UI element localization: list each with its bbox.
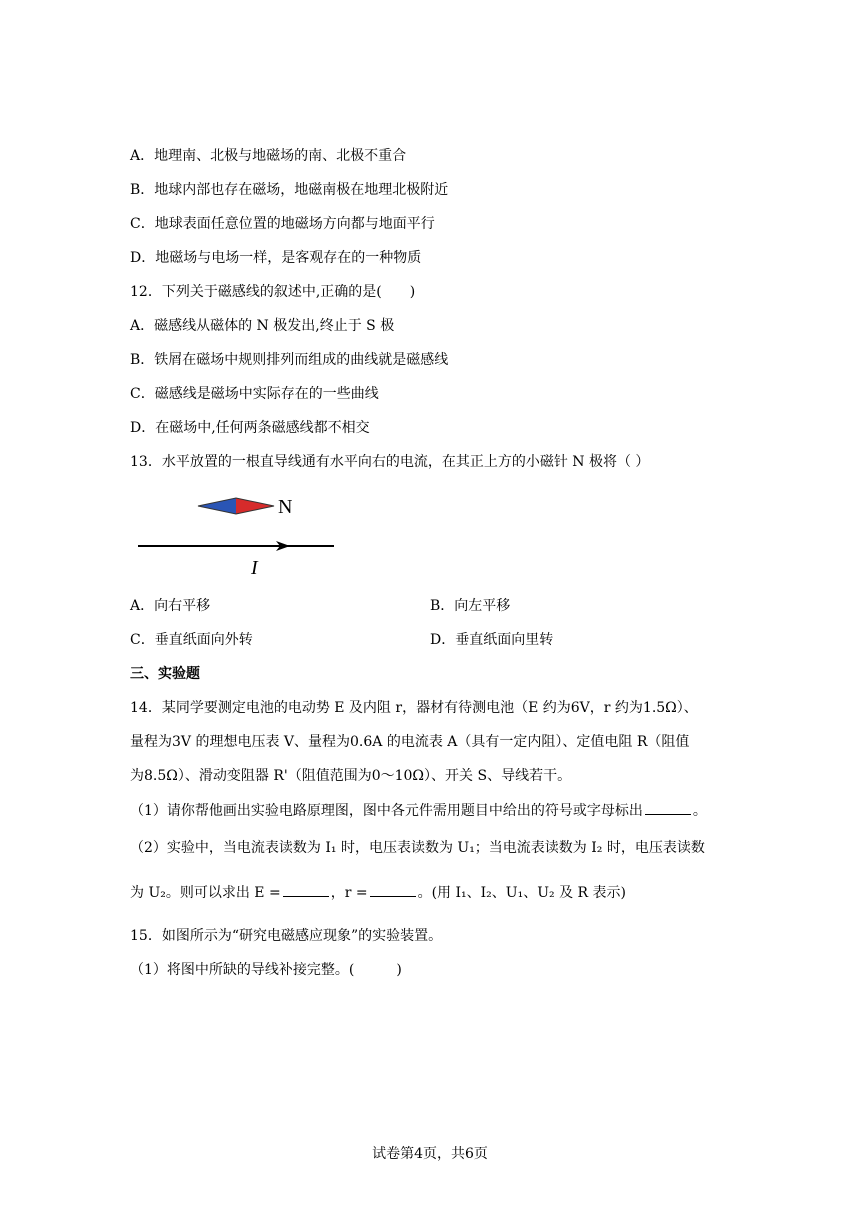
q14-sub2-c: 。(用 I₁、I₂、U₁、U₂ 及 R 表示)	[417, 885, 626, 901]
q12-option-d: D．在磁场中,任何两条磁感线都不相交	[130, 420, 370, 436]
q15-stem: 15．如图所示为“研究电磁感应现象”的实验装置。	[130, 928, 443, 944]
q13-option-c: C．垂直纸面向外转	[130, 632, 253, 648]
answer-blank-e[interactable]	[283, 882, 329, 897]
q11-option-b: B．地球内部也存在磁场，地磁南极在地理北极附近	[130, 182, 449, 198]
answer-blank-r[interactable]	[370, 882, 416, 897]
q11-option-a: A．地理南、北极与地磁场的南、北极不重合	[130, 148, 407, 164]
answer-blank-circuit[interactable]	[645, 800, 691, 815]
current-label: I	[251, 557, 258, 579]
q14-line-3: 为8.5Ω）、滑动变阻器 R'（阻值范围为0～10Ω）、开关 S、导线若干。	[130, 768, 572, 784]
q15-sub1: （1）将图中所缺的导线补接完整。( )	[130, 962, 402, 978]
q13-option-a: A．向右平移	[130, 598, 211, 614]
q14-line-2: 量程为3V 的理想电压表 V、量程为0.6A 的电流表 A（具有一定内阻）、定值电阻 R（阻值	[130, 734, 690, 750]
q14-sub2-a: 为 U₂。则可以求出 E =	[130, 885, 281, 901]
q14-sub2-line-1: （2）实验中，当电流表读数为 I₁ 时，电压表读数为 U₁；当电流表读数为 I₂ 时，电压表读数	[130, 840, 705, 856]
section-title: 三、实验题	[130, 666, 200, 682]
q11-option-d: D．地磁场与电场一样，是客观存在的一种物质	[130, 250, 422, 266]
compass-wire-figure	[130, 488, 350, 580]
q14-sub1-text: （1）请你帮他画出实验电路原理图，图中各元件需用题目中给出的符号或字母标出	[130, 803, 643, 819]
needle-left-half	[198, 498, 236, 514]
page-footer: 试卷第4页，共6页	[372, 1146, 488, 1162]
q11-option-c: C．地球表面任意位置的地磁场方向都与地面平行	[130, 216, 435, 232]
q14-line-1: 14．某同学要测定电池的电动势 E 及内阻 r，器材有待测电池（E 约为6V，r 约为1.5Ω）、	[130, 700, 698, 716]
q12-option-c: C．磁感线是磁场中实际存在的一些曲线	[130, 386, 379, 402]
q14-sub2-line-2	[130, 882, 626, 903]
q12-stem: 12．下列关于磁感线的叙述中,正确的是( )	[130, 284, 416, 300]
needle-right-half	[236, 498, 274, 514]
q13-option-d: D．垂直纸面向里转	[430, 632, 554, 648]
q12-option-b: B．铁屑在磁场中规则排列而组成的曲线就是磁感线	[130, 352, 449, 368]
q14-sub1	[130, 800, 707, 821]
q12-option-a: A．磁感线从磁体的 N 极发出,终止于 S 极	[130, 318, 395, 334]
q14-sub1-end: 。	[692, 803, 707, 819]
q14-sub2-b: ，r =	[330, 885, 368, 901]
q13-option-b: B．向左平移	[430, 598, 511, 614]
needle-label: N	[278, 496, 293, 518]
q13-stem: 13．水平放置的一根直导线通有水平向右的电流，在其正上方的小磁针 N 极将（ ）	[130, 454, 650, 470]
